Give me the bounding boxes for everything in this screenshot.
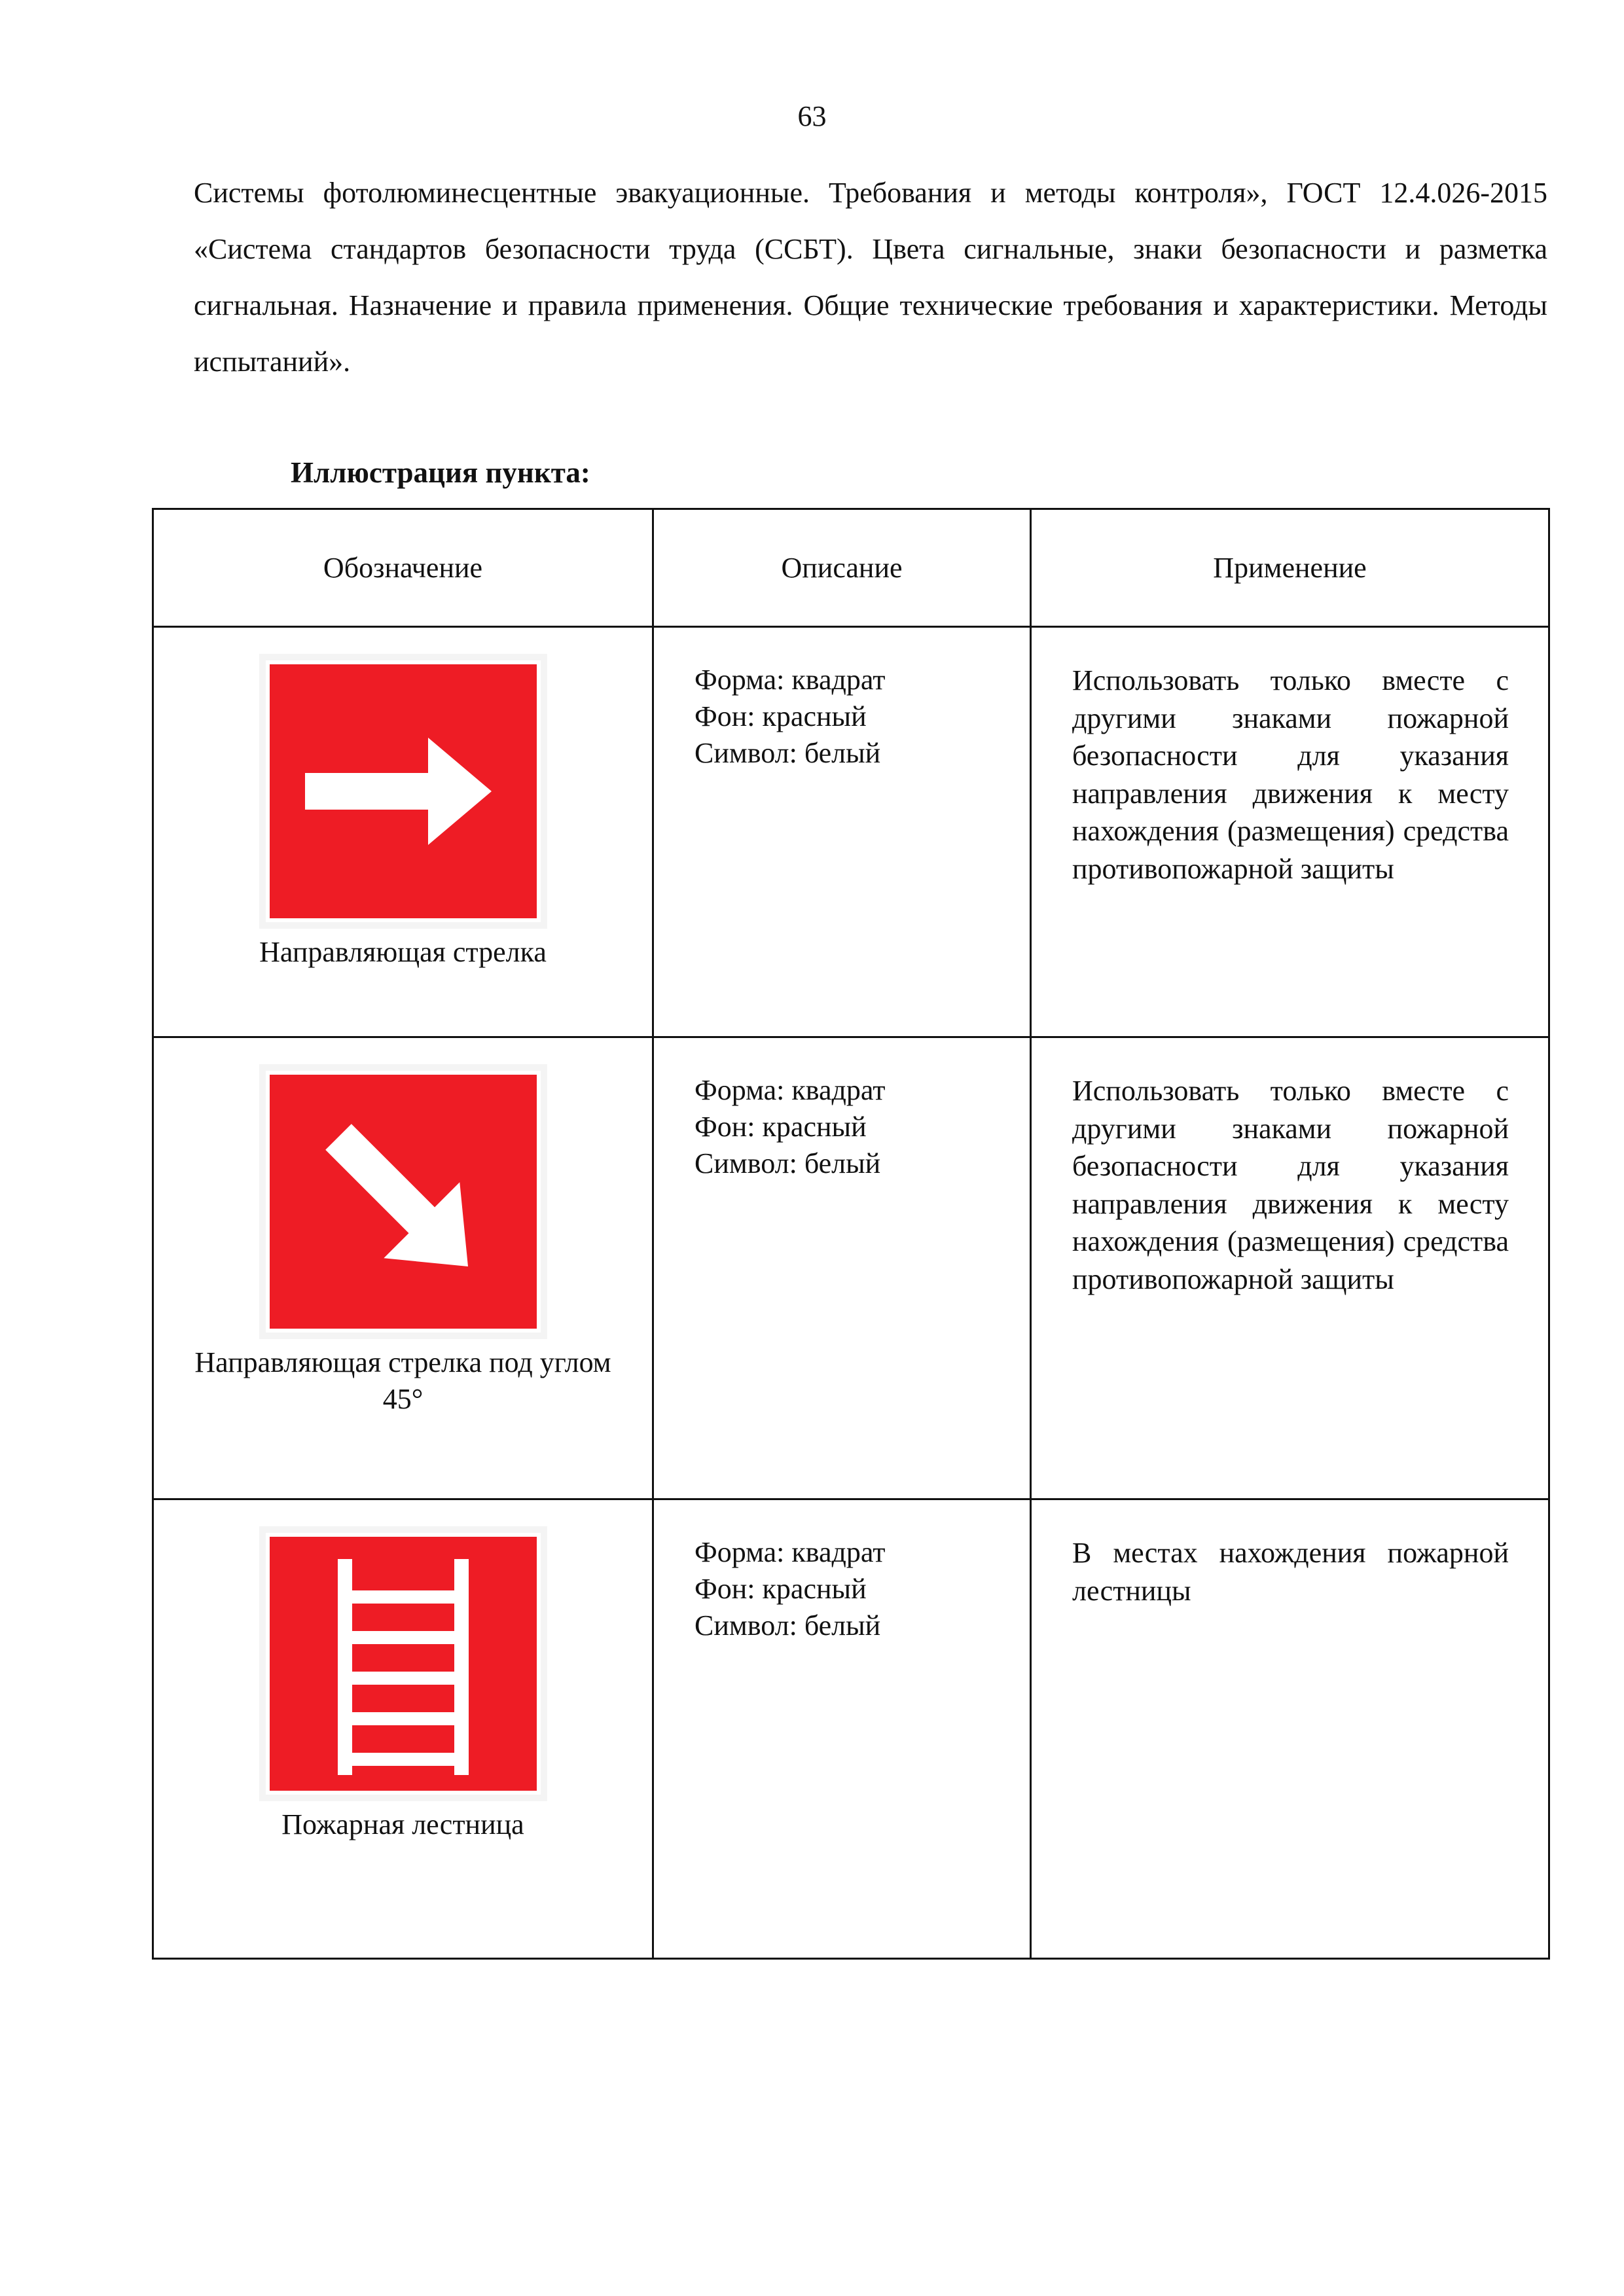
description-symbol: Символ: белый — [695, 1147, 881, 1179]
description-symbol: Символ: белый — [695, 737, 881, 769]
fire-direction-arrow-diagonal-icon — [259, 1064, 547, 1339]
usage-cell: В местах нахождения пожарной лестницы — [1031, 1499, 1549, 1959]
table-row — [153, 1499, 1549, 1959]
description-symbol: Символ: белый — [695, 1609, 881, 1641]
sign-cell — [153, 627, 653, 1037]
intro-paragraph: Системы фотолюминесцентные эвакуационные. Требования и методы контроля», ГОСТ 12.4.026-2015 «Система стандартов безопасности труда (ССБТ). Цвета сигнальные, знаки безопасности и разметка сигнальная. Назначение и правила применения. Общие технические требования и характеристики. Методы испытаний». — [194, 177, 1547, 378]
usage-cell: Использовать только вместе с другими знаками пожарной безопасности для указания направления движения к месту нахождения (размещения) средства противопожарной защиты — [1031, 627, 1549, 1037]
description-background: Фон: красный — [695, 700, 867, 732]
description-shape: Форма: квадрат — [695, 1536, 886, 1568]
description-cell — [653, 1499, 1031, 1959]
sign-caption: Направляющая стрелка — [259, 936, 547, 968]
description-shape: Форма: квадрат — [695, 1074, 886, 1106]
fire-direction-arrow-right-icon — [259, 654, 547, 929]
header-usage: Применение — [1031, 509, 1549, 627]
sign-caption: Направляющая стрелка под углом 45° — [194, 1346, 611, 1415]
section-heading: Иллюстрация пункта: — [291, 456, 590, 489]
description-shape: Форма: квадрат — [695, 664, 886, 696]
description-cell — [653, 1037, 1031, 1499]
table-row — [153, 627, 1549, 1037]
description-cell — [653, 627, 1031, 1037]
table-row — [153, 1037, 1549, 1499]
description-background: Фон: красный — [695, 1573, 867, 1605]
header-description: Описание — [653, 509, 1031, 627]
sign-cell — [153, 1499, 653, 1959]
description-background: Фон: красный — [695, 1111, 867, 1143]
page-number: 63 — [797, 100, 827, 132]
sign-caption: Пожарная лестница — [281, 1808, 524, 1840]
fire-ladder-icon — [259, 1526, 547, 1801]
table-header-row — [153, 509, 1549, 627]
header-designation: Обозначение — [153, 509, 653, 627]
signs-table — [152, 508, 1550, 1960]
usage-cell: Использовать только вместе с другими знаками пожарной безопасности для указания направления движения к месту нахождения (размещения) средства противопожарной защиты — [1031, 1037, 1549, 1499]
sign-cell — [153, 1037, 653, 1499]
